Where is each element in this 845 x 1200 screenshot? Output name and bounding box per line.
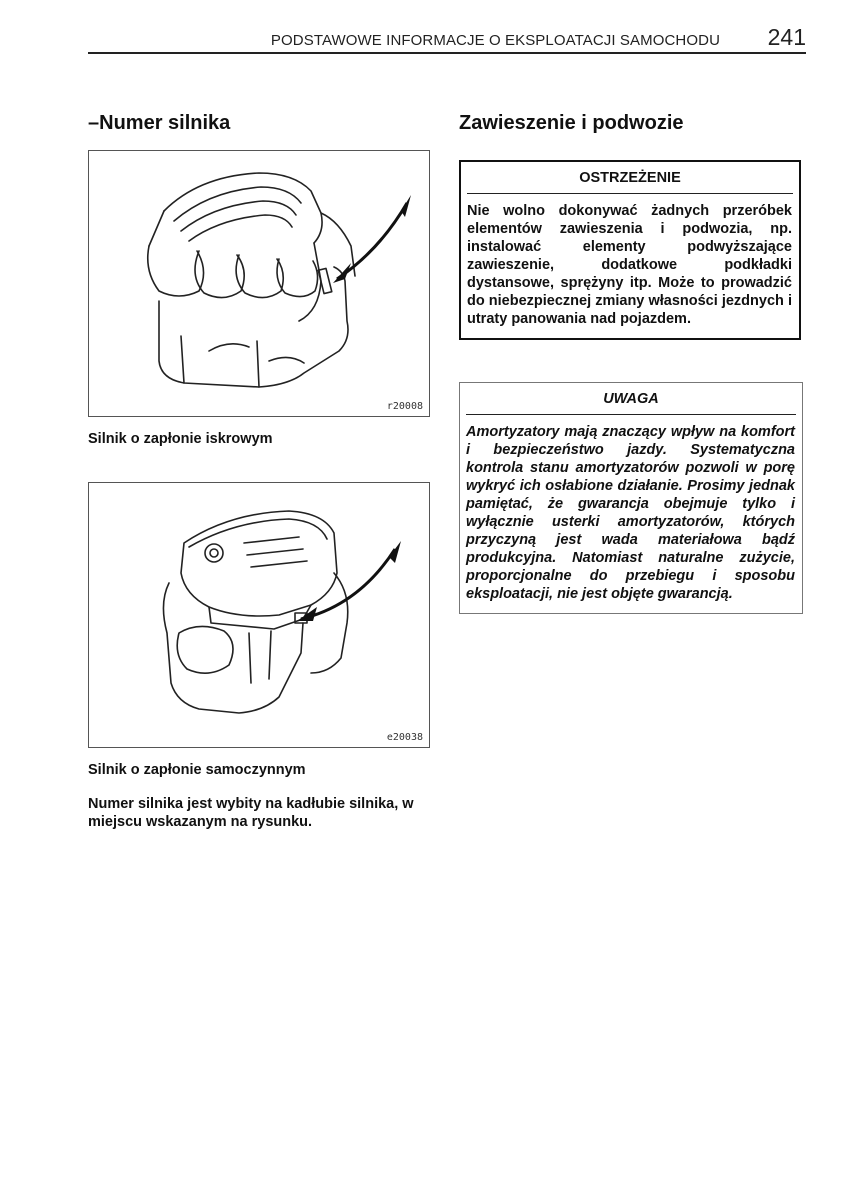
figure-caption: Silnik o zapłonie iskrowym [88, 431, 273, 447]
figure-diesel-engine [88, 482, 430, 748]
figure-petrol-engine [88, 150, 430, 417]
warning-text: Nie wolno dokonywać żadnych przeróbek elementów zawieszenia i podwozia, np. instalować elementy podwyższające zawieszenie, dodatkowe podkładki dystansowe, sprężyny itp. Może to prowadzić do niebezpiecznej zmiany własności jezdnych i utraty panowania nad pojazdem. [467, 203, 792, 327]
right-column [459, 112, 805, 614]
page-header [88, 26, 806, 54]
engine-number-description: Numer silnika jest wybity na kadłubie silnika, w miejscu wskazanym na rysunku. [88, 796, 414, 830]
header-title: PODSTAWOWE INFORMACJE O EKSPLOATACJI SAMOCHODU [270, 32, 720, 49]
page-number: 241 [767, 24, 806, 50]
note-text: Amortyzatory mają znaczący wpływ na komfort i bezpieczeństwo jazdy. Systematyczna kontrola stanu amortyzatorów pozwoli w porę wykryć ich osłabione działanie. Prosimy jednak pamiętać, że gwarancja obejmuje tylko i wyłącznie usterki amortyzatorów, których przyczyną jest wada materiałowa bądź produkcyjna. Natomiast naturalne zużycie, proporcjonalne do przebiegu i sposobu eksploatacji, nie jest objęte gwarancją. [466, 424, 795, 602]
note-box [459, 382, 803, 614]
diesel-engine-illustration [89, 483, 429, 747]
section-heading-engine-number: –Numer silnika [88, 112, 231, 134]
section-heading-suspension: Zawieszenie i podwozie [459, 112, 684, 134]
note-title: UWAGA [466, 383, 796, 415]
figure-code: r20008 [386, 401, 423, 412]
warning-box [459, 160, 801, 340]
left-column [88, 112, 438, 831]
figure-caption: Silnik o zapłonie samoczynnym [88, 762, 306, 778]
petrol-engine-illustration [89, 151, 429, 416]
figure-code: e20038 [386, 732, 423, 743]
warning-title: OSTRZEŻENIE [467, 162, 793, 194]
